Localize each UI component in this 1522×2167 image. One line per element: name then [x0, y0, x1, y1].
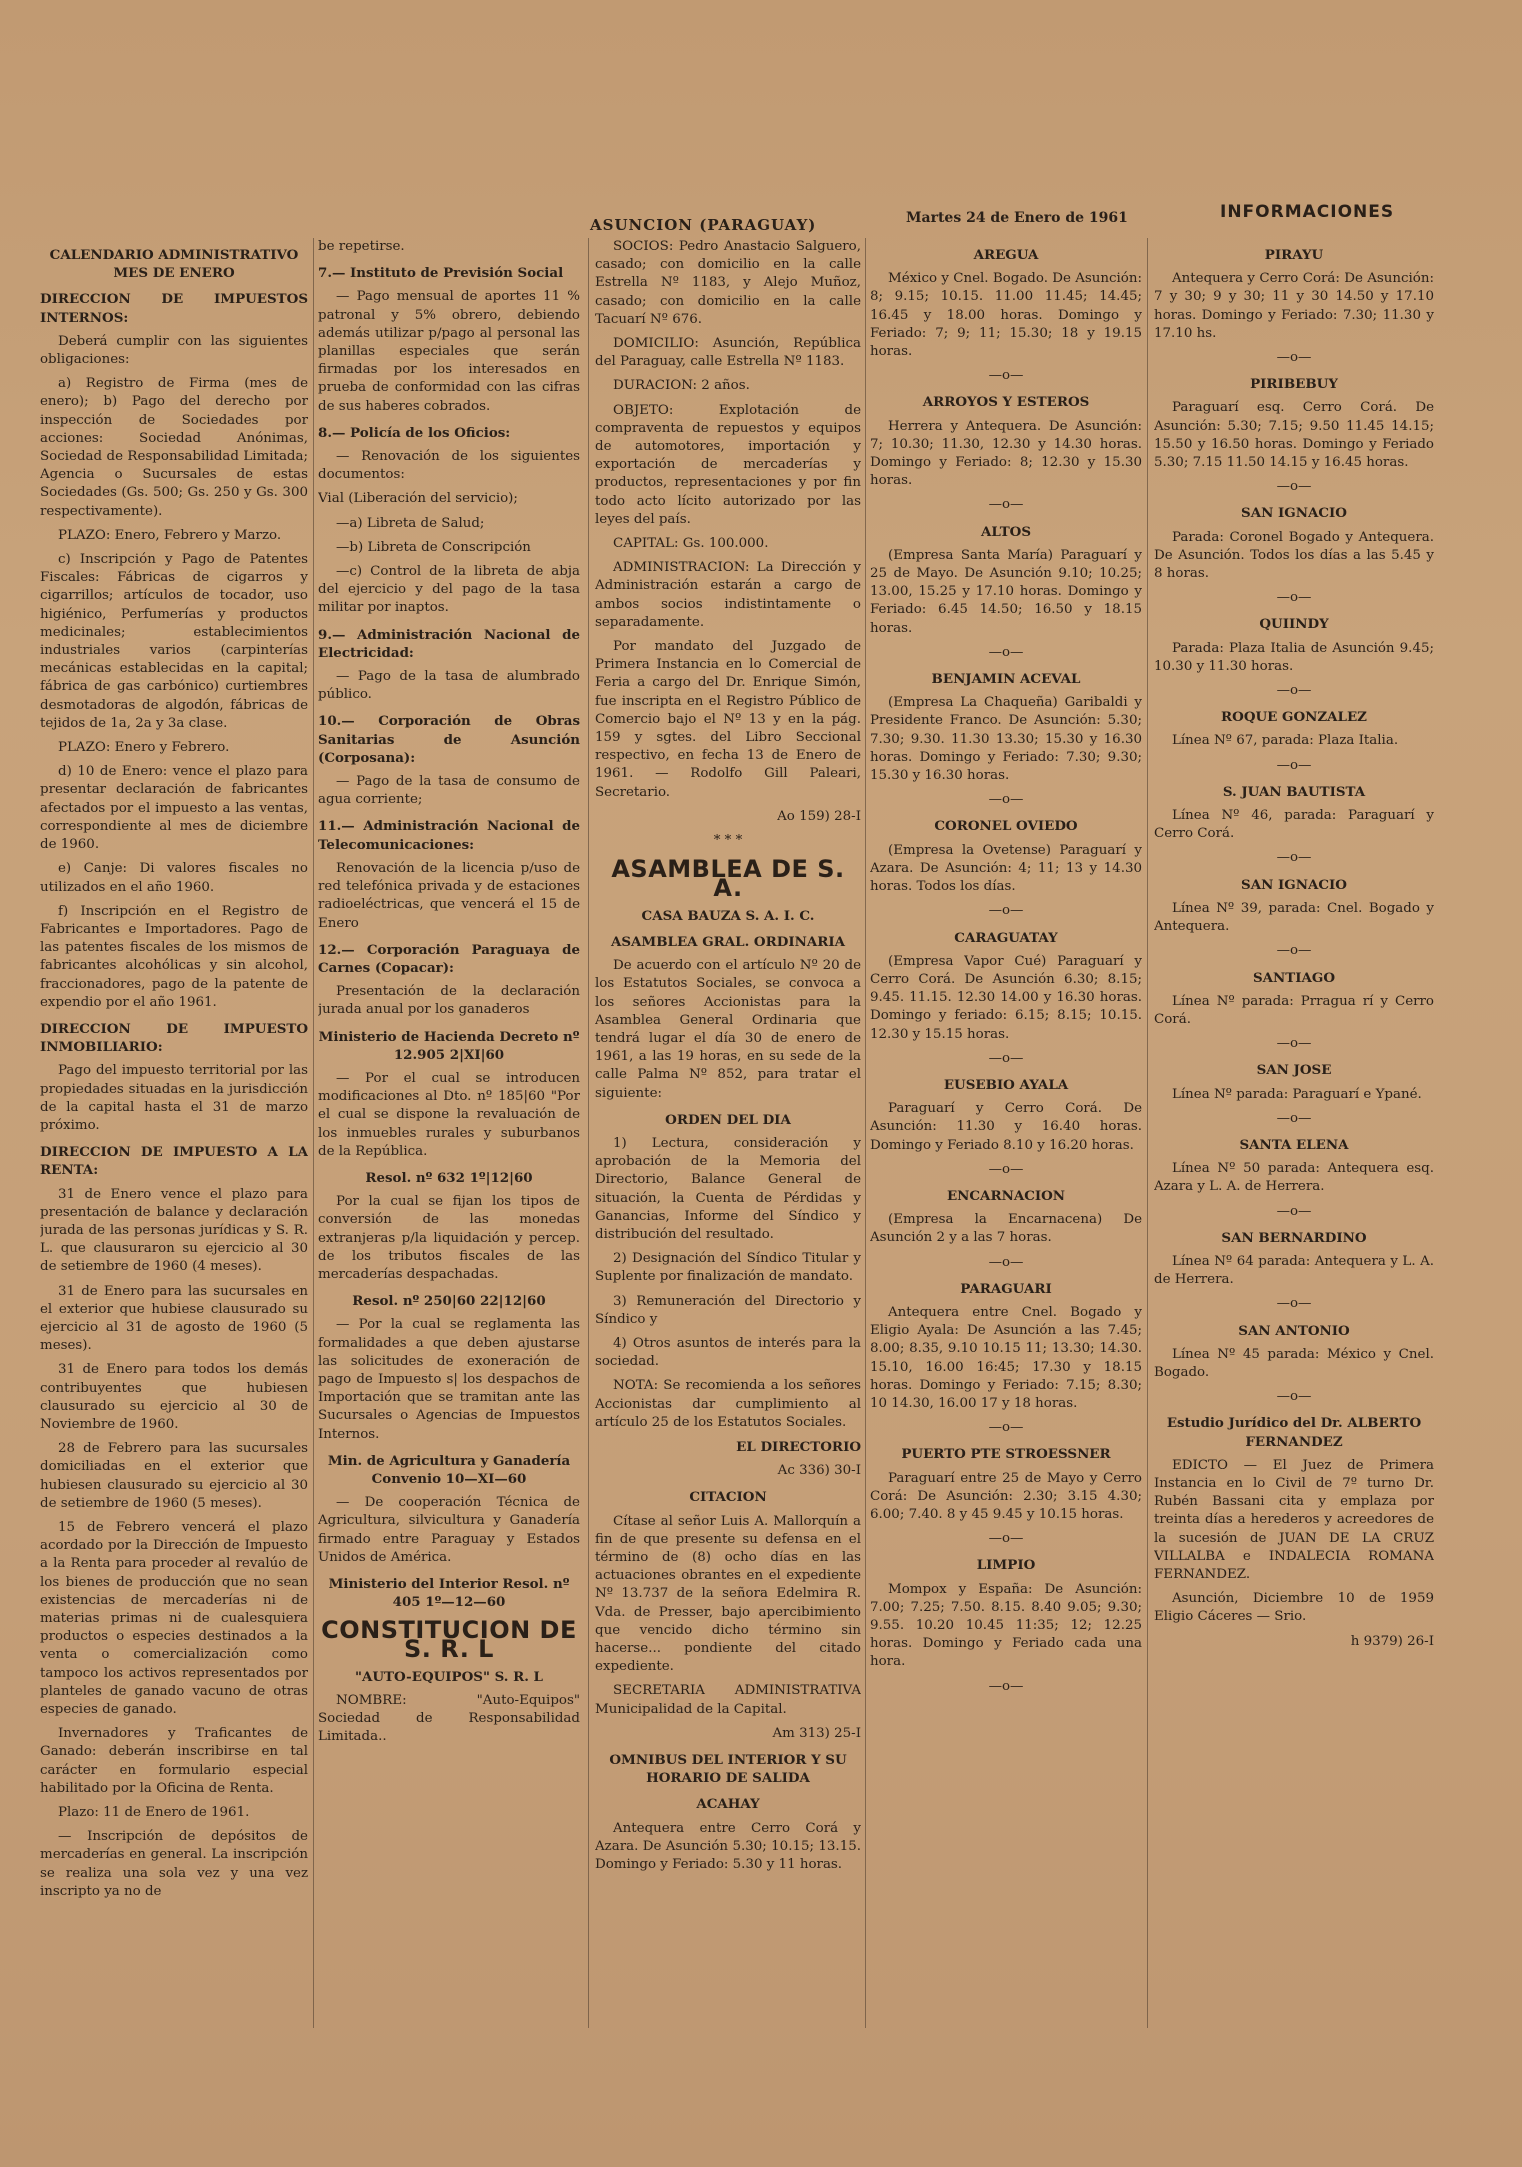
route-schedule: (Empresa la Ovetense) Paraguarí y Azara. De Asunción: 4; 11; 13 y 14.30 horas. Todos los días.	[870, 842, 1142, 895]
paragraph: 31 de Enero para todos los demás contribuyentes que hubiesen clausurado su ejercicio al 30 de Noviembre de 1960.	[40, 1362, 308, 1432]
route-title: S. JUAN BAUTISTA	[1222, 783, 1366, 800]
separator: —o—	[988, 903, 1024, 919]
route-title: ENCARNACION	[946, 1187, 1066, 1204]
subheading: Ministerio de Hacienda Decreto nº 12.905 2|XI|60	[318, 1028, 580, 1063]
subheading: 10.— Corporación de Obras Sanitarias de Asunción (Corposana):	[318, 713, 580, 766]
paragraph: Renovación de la licencia p/uso de red telefónica privada y de estaciones radioeléctricas, que vencerá el 15 de Enero	[318, 860, 580, 931]
paragraph: a) Registro de Firma (mes de enero); b) Pago del derecho por inspección de Sociedades por acciones: Sociedad Anónimas, Sociedad de Responsabilidad Limitada; Agencia o Sucursales de estas Sociedades (Gs. 500; Gs. 250 y Gs. 300 respectivamente).	[40, 376, 308, 519]
route-title: LIMPIO	[976, 1557, 1036, 1574]
paragraph: DURACION: 2 años.	[613, 378, 750, 394]
route-schedule: Paraguarí esq. Cerro Corá. De Asunción: 5.30; 7.15; 9.50 11.45 14.15; 15.50 y 16.50 horas. Domingo y Feriado 5.30; 7.15 11.50 14.15 y 16.45 horas.	[1154, 400, 1434, 471]
route-title: ARROYOS Y ESTEROS	[922, 394, 1090, 411]
route-schedule: Línea Nº parada: Prragua rí y Cerro Corá.	[1154, 993, 1434, 1027]
paragraph: Antequera entre Cerro Corá y Azara. De Asunción 5.30; 10.15; 13.15. Domingo y Feriado: 5.30 y 11 horas.	[595, 1820, 861, 1873]
route-schedule: Línea Nº 50 parada: Antequera esq. Azara y L. A. de Herrera.	[1154, 1161, 1434, 1195]
subheading: 8.— Policía de los Oficios:	[318, 424, 511, 441]
subheading: ACAHAY	[696, 1796, 760, 1813]
route-schedule: Parada: Coronel Bogado y Antequera. De Asunción. Todos los días a las 5.45 y 8 horas.	[1154, 529, 1434, 582]
paragraph: — Pago de la tasa de consumo de agua corriente;	[318, 774, 580, 808]
separator: —o—	[988, 644, 1024, 660]
separator: —o—	[988, 497, 1024, 513]
paragraph: Cítase al señor Luis A. Mallorquín a fin de que presente su defensa en el término de (8) ocho días en las actuaciones obrantes en el expediente Nº 13.737 de la señora Edelmira R. Vda. de Presser, bajo apercibimiento que vencido dicho término sin hacerse... pondiente del citado expediente.	[595, 1513, 861, 1675]
paragraph: 31 de Enero para las sucursales en el exterior que hubiese clausurado su ejercicio al 31 de agosto de 1960 (5 meses).	[40, 1283, 308, 1354]
subheading: DIRECCION DE IMPUESTO INMOBILIARIO:	[40, 1020, 308, 1056]
column-rule	[588, 238, 589, 2028]
paragraph: SOCIOS: Pedro Anastacio Salguero, casado; con domicilio en la calle Estrella Nº 1183, y Alejo Muñoz, casado; con domicilio en la calle Tacuarí Nº 676.	[595, 239, 861, 327]
route-schedule: Parada: Plaza Italia de Asunción 9.45; 10.30 y 11.30 horas.	[1154, 640, 1434, 674]
subheading: Min. de Agricultura y Ganadería Convenio 10—XI—60	[327, 1452, 571, 1487]
separator: —o—	[1276, 683, 1312, 699]
route-title: SAN IGNACIO	[1241, 876, 1347, 893]
separator: —o—	[1276, 1389, 1312, 1405]
paragraph: SECRETARIA ADMINISTRATIVA Municipalidad de la Capital.	[595, 1683, 861, 1717]
paragraph: Por mandato del Juzgado de Primera Instancia en lo Comercial de Feria a cargo del Dr. Enrique Simón, fue inscripta en el Registro Público de Comercio bajo el Nº 13 y en la pág. 159 y sgtes. del Libro Seccional respectivo, en fecha 13 de Enero de 1961. — Rodolfo Gill Paleari, Secretario.	[595, 639, 861, 800]
separator: —o—	[1276, 479, 1312, 495]
route-schedule: Línea Nº 39, parada: Cnel. Bogado y Antequera.	[1154, 900, 1434, 935]
route-schedule: Línea Nº 64 parada: Antequera y L. A. de Herrera.	[1154, 1253, 1434, 1288]
paragraph: — Pago de la tasa de alumbrado público.	[318, 669, 580, 703]
paragraph: Pago del impuesto territorial por las propiedades situadas en la jurisdicción de la capital hasta el 31 de marzo próximo.	[40, 1063, 308, 1133]
paragraph: c) Inscripción y Pago de Patentes Fiscales: Fábricas de cigarros y cigarrillos; artículos de tocador, uso higiénico, Perfumerías y productos medicinales; establecimientos industriales varios (carpinterías mecánicas establecidas en la capital; fábrica de gas carbónico) curtiembres desmotadoras de algodón, fábricas de tejidos de 1a, 2a y 3a clase.	[40, 552, 308, 731]
route-schedule: Antequera y Cerro Corá: De Asunción: 7 y 30; 9 y 30; 11 y 30 14.50 y 17.10 horas. Domingo y Feriado: 7.30; 11.30 y 17.10 hs.	[1154, 271, 1434, 341]
route-title: BENJAMIN ACEVAL	[931, 671, 1081, 688]
paragraph: Por la cual se fijan los tipos de conversión de las monedas extranjeras p/la liquidación y percep. de los tributos fiscales de las mercaderías despachadas.	[318, 1194, 580, 1282]
column-rule	[865, 238, 866, 2028]
paragraph: CAPITAL: Gs. 100.000.	[613, 536, 769, 552]
paragraph: — Por el cual se introducen modificaciones al Dto. nº 185|60 "Por el cual se dispone la revaluación de los inmuebles rurales y suburbanos de la República.	[318, 1070, 580, 1159]
route-schedule: (Empresa La Chaqueña) Garibaldi y Presidente Franco. De Asunción: 5.30; 7.30; 9.30. 11.30 13.30; 15.30 y 16.30 horas. Domingo y Feriado: 7.30; 9.30; 15.30 y 16.30 horas.	[870, 695, 1142, 784]
column-calendario	[40, 238, 308, 2078]
route-title: PARAGUARI	[960, 1280, 1052, 1297]
paragraph: NOMBRE: "Auto-Equipos" Sociedad de Responsabilidad Limitada..	[318, 1693, 580, 1745]
subheading: ORDEN DEL DIA	[665, 1111, 791, 1128]
paragraph: —b) Libreta de Conscripción	[336, 539, 531, 555]
route-title: SAN ANTONIO	[1238, 1322, 1350, 1339]
subheading: Resol. nº 632 1º|12|60	[365, 1169, 533, 1186]
column-obligaciones	[318, 238, 580, 2078]
page-header	[40, 196, 1480, 236]
route-schedule: (Empresa Santa María) Paraguarí y 25 de Mayo. De Asunción 9.10; 10.25; 13.00, 15.25 y 17.10 horas. Domingo y Feriado: 6.45 14.50; 16.50 y 18.15 horas.	[870, 547, 1142, 636]
paragraph: 1) Lectura, consideración y aprobación de la Memoria del Directorio, Balance General de situación, la Cuenta de Pérdidas y Ganancias, Informe del Síndico y distribución del resultado.	[595, 1135, 861, 1242]
route-title: PIRAYU	[1264, 247, 1324, 263]
route-title: SAN JOSE	[1256, 1062, 1332, 1079]
paragraph: ADMINISTRACION: La Dirección y Administración estarán a cargo de ambos socios indistintamente o separadamente.	[595, 560, 861, 630]
column-sociedades	[595, 238, 861, 2078]
route-title: PUERTO PTE STROESSNER	[901, 1446, 1111, 1463]
reference-code: h 9379) 26-I	[1350, 1633, 1434, 1649]
route-schedule: Paraguarí y Cerro Corá. De Asunción: 11.30 y 16.40 horas. Domingo y Feriado 8.10 y 16.20 horas.	[870, 1101, 1142, 1153]
subheading: CITACION	[689, 1489, 767, 1506]
route-title: QUIINDY	[1259, 616, 1329, 633]
separator: —o—	[1276, 1296, 1312, 1312]
route-title: CORONEL OVIEDO	[934, 818, 1078, 835]
paragraph: De acuerdo con el artículo Nº 20 de los Estatutos Sociales, se convoca a los señores Accionistas para la Asamblea General Ordinaria que tendrá lugar el día 30 de enero de 1961, a las 19 horas, en su sede de la calle Palma Nº 852, para tratar el siguiente:	[595, 958, 861, 1101]
route-schedule: Línea Nº 45 parada: México y Cnel. Bogado.	[1154, 1346, 1434, 1380]
section-title: INFORMACIONES	[1220, 202, 1395, 222]
route-schedule: Herrera y Antequera. De Asunción: 7; 10.30; 11.30, 12.30 y 14.30 horas. Domingo y Feriado: 8; 12.30 y 15.30 horas.	[870, 418, 1142, 489]
column-omnibus-2	[1154, 238, 1434, 2078]
route-title: SANTA ELENA	[1239, 1136, 1349, 1153]
column-omnibus-1	[870, 238, 1142, 2078]
subheading: OMNIBUS DEL INTERIOR Y SU HORARIO DE SALIDA	[609, 1752, 847, 1787]
separator: —o—	[988, 1420, 1024, 1436]
subheading: ASAMBLEA GRAL. ORDINARIA	[610, 933, 846, 950]
subheading: 11.— Administración Nacional de Telecomunicaciones:	[318, 818, 580, 853]
paragraph: —a) Libreta de Salud;	[336, 515, 485, 531]
subheading: "AUTO-EQUIPOS" S. R. L	[355, 1668, 543, 1685]
subheading: 12.— Corporación Paraguaya de Carnes (Copacar):	[318, 941, 580, 976]
column-rule	[313, 238, 314, 2028]
subheading: DIRECCION DE IMPUESTOS INTERNOS:	[40, 291, 308, 326]
subheading: CASA BAUZA S. A. I. C.	[641, 907, 815, 924]
column-rule	[1147, 238, 1148, 2028]
subheading: Estudio Jurídico del Dr. ALBERTO FERNANDEZ	[1166, 1415, 1422, 1450]
signature: EL DIRECTORIO	[736, 1438, 861, 1455]
paragraph: 28 de Febrero para las sucursales domiciliadas en el exterior que hubiesen clausurado su ejercicio al 30 de setiembre de 1960 (5 meses).	[40, 1441, 308, 1511]
route-schedule: México y Cnel. Bogado. De Asunción: 8; 9.15; 10.15. 11.00 11.45; 14.45; 16.45 y 18.00 horas. Domingo y Feriado: 7; 9; 11; 15.30; 18 y 19.15 horas.	[870, 271, 1142, 360]
separator: —o—	[1276, 1110, 1312, 1126]
paragraph: be repetirse.	[318, 239, 405, 254]
separator: —o—	[988, 1254, 1024, 1270]
reference-code: Ac 336) 30-I	[777, 1463, 861, 1479]
paragraph: — Por la cual se reglamenta las formalidades a que deben ajustarse las solicitudes de exoneración de pago de Impuesto s| los despachos de Importación que se tramitan ante las Sucursales o Agencias de Impuestos Internos.	[318, 1317, 580, 1442]
paragraph: PLAZO: Enero, Febrero y Marzo.	[58, 527, 282, 543]
paragraph: — Pago mensual de aportes 11 % patronal y 5% obrero, debiendo además utilizar p/pago al personal las planillas especiales que serán firmadas por los interesados en prueba de conformidad con las cifras de sus haberes cobrados.	[318, 289, 580, 414]
route-title: SAN IGNACIO	[1241, 505, 1347, 522]
subheading: Resol. nº 250|60 22|12|60	[352, 1293, 546, 1310]
subheading: 9.— Administración Nacional de Electricidad:	[318, 626, 580, 661]
paragraph: 4) Otros asuntos de interés para la sociedad.	[595, 1335, 861, 1370]
paragraph: e) Canje: Di valores fiscales no utilizados en el año 1960.	[40, 861, 308, 895]
separator: —o—	[988, 792, 1024, 808]
paragraph: Plazo: 11 de Enero de 1961.	[58, 1805, 250, 1821]
route-title: ALTOS	[980, 523, 1031, 540]
route-schedule: Antequera entre Cnel. Bogado y Eligio Ayala: De Asunción a las 7.45; 8.00; 8.35, 9.10 10.15 11; 13.30; 14.30. 15.10, 16.00 16:45; 17.30 y 18.15 horas. Domingo y Feriado: 7.15; 8.30; 10 14.30, 16.00 17 y 18 horas.	[870, 1304, 1142, 1411]
separator: —o—	[1276, 590, 1312, 606]
route-schedule: (Empresa Vapor Cué) Paraguarí y Cerro Corá. De Asunción 6.30; 8.15; 9.45. 11.15. 12.30 14.00 y 16.30 horas. Domingo y feriado: 6.15; 8.15; 10.15. 12.30 y 15.15 horas.	[870, 953, 1142, 1042]
reference-code: Ao 159) 28-I	[777, 808, 861, 824]
paragraph: NOTA: Se recomienda a los señores Accionistas dar cumplimiento al artículo 25 de los Estatutos Sociales.	[595, 1378, 861, 1430]
paragraph: f) Inscripción en el Registro de Fabricantes e Importadores. Pago de las patentes fiscales de los mismos de fabricantes alcohólicas y sin alcohol, fraccionadores, pago de la patente de expendio por el año 1961.	[40, 903, 308, 1010]
route-title: SANTIAGO	[1252, 969, 1336, 986]
separator: —o—	[1276, 850, 1312, 866]
separator: —o—	[1276, 1036, 1312, 1052]
paragraph: — Inscripción de depósitos de mercaderías en general. La inscripción se realiza una sola vez y una vez inscripto ya no de	[40, 1829, 308, 1899]
section-banner: CONSTITUCION DE S. R. L	[321, 1616, 577, 1663]
separator: —o—	[1276, 757, 1312, 773]
separator: —o—	[1276, 350, 1312, 366]
paragraph: — Renovación de los siguientes documentos:	[318, 449, 580, 483]
route-title: EUSEBIO AYALA	[943, 1076, 1069, 1093]
subheading: Ministerio del Interior Resol. nº 405 1º—12—60	[328, 1576, 570, 1611]
separator: * * *	[713, 833, 743, 849]
route-schedule: Mompox y España: De Asunción: 7.00; 7.25; 7.50. 8.15. 8.40 9.05; 9.30; 9.55. 10.20 10.45 11:35; 12; 12.25 horas. Domingo y Feriado cada una hora.	[870, 1581, 1142, 1670]
paragraph: Presentación de la declaración jurada anual por los ganaderos	[318, 984, 580, 1018]
paragraph: — De cooperación Técnica de Agricultura, silvicultura y Ganadería firmado entre Paraguay y Estados Unidos de América.	[318, 1495, 580, 1565]
route-title: CARAGUATAY	[954, 929, 1058, 946]
separator: —o—	[988, 1161, 1024, 1177]
subheading: DIRECCION DE IMPUESTO A LA RENTA:	[40, 1144, 308, 1179]
paragraph: EDICTO — El Juez de Primera Instancia en lo Civil de 7º turno Dr. Rubén Bassani cita y emplaza por treinta días a herederos y acreedores de la sucesión de JUAN DE LA CRUZ VILLALBA e INDALECIA ROMANA FERNANDEZ.	[1154, 1457, 1434, 1582]
paragraph: Asunción, Diciembre 10 de 1959 Eligio Cáceres — Srio.	[1154, 1591, 1434, 1625]
route-title: AREGUA	[973, 247, 1039, 263]
paragraph: 31 de Enero vence el plazo para presentación de balance y declaración jurada de las personas jurídicas y S. R. L. que clausuraron su ejercicio al 30 de setiembre de 1960 (4 meses).	[40, 1186, 308, 1275]
route-schedule: Línea Nº parada: Paraguarí e Ypané.	[1172, 1086, 1422, 1102]
subheading: 7.— Instituto de Previsión Social	[318, 265, 564, 282]
section-banner: ASAMBLEA DE S. A.	[611, 855, 845, 902]
route-title: ROQUE GONZALEZ	[1221, 709, 1367, 726]
separator: —o—	[988, 1531, 1024, 1547]
paragraph: DOMICILIO: Asunción, República del Paraguay, calle Estrella Nº 1183.	[595, 336, 861, 370]
paragraph: 15 de Febrero vencerá el plazo acordado por la Dirección de Impuesto a la Renta para proceder al revalúo de los bienes de producción que no sean existencias de mercaderías ni de materias primas ni de cualesquiera productos o especies destinados a la venta o comercialización como tampoco los activos representados por planteles de ganado vacuno de otras especies de ganado.	[40, 1520, 308, 1718]
separator: —o—	[1276, 943, 1312, 959]
paragraph: OBJETO: Explotación de compraventa de repuestos y equipos de automotores, importación y exportación de mercaderías y productos, representaciones y por fin todo acto lícito autorizado por las leyes del país.	[595, 402, 861, 527]
paragraph: —c) Control de la libreta de abja del ejercicio y del pago de la tasa militar por inaptos.	[318, 564, 580, 616]
route-title: SAN BERNARDINO	[1221, 1229, 1367, 1246]
article-title: CALENDARIO ADMINISTRATIVO MES DE ENERO	[49, 247, 299, 282]
route-schedule: Paraguarí entre 25 de Mayo y Cerro Corá: De Asunción: 2.30; 3.15 4.30; 6.00; 7.40. 8 y 45 9.45 y 10.15 horas.	[870, 1470, 1142, 1522]
route-schedule: Línea Nº 67, parada: Plaza Italia.	[1172, 733, 1399, 749]
paragraph: d) 10 de Enero: vence el plazo para presentar declaración de fabricantes afectados por el impuesto a las ventas, correspondiente al mes de diciembre de 1960.	[40, 764, 308, 853]
route-schedule: (Empresa la Encarnacena) De Asunción 2 y a las 7 horas.	[870, 1212, 1142, 1246]
separator: —o—	[1276, 1203, 1312, 1219]
route-schedule: Línea Nº 46, parada: Paraguarí y Cerro Corá.	[1154, 808, 1434, 842]
paragraph: PLAZO: Enero y Febrero.	[58, 740, 230, 756]
paragraph: Deberá cumplir con las siguientes obligaciones:	[40, 333, 308, 368]
issue-date: Martes 24 de Enero de 1961	[906, 210, 1128, 226]
separator: —o—	[988, 368, 1024, 384]
separator: —o—	[988, 1050, 1024, 1066]
paper-name: ASUNCION (PARAGUAY)	[590, 216, 817, 234]
reference-code: Am 313) 25-I	[772, 1725, 861, 1741]
route-title: PIRIBEBUY	[1250, 376, 1338, 393]
paragraph: 2) Designación del Síndico Titular y Suplente por finalización de mandato.	[595, 1251, 861, 1285]
separator: —o—	[988, 1678, 1024, 1694]
paragraph: Vial (Liberación del servicio);	[318, 491, 518, 507]
paragraph: 3) Remuneración del Directorio y Síndico y	[595, 1293, 861, 1327]
paragraph: Invernadores y Traficantes de Ganado: deberán inscribirse en tal carácter en formulario especial habilitado por la Oficina de Renta.	[40, 1726, 308, 1796]
